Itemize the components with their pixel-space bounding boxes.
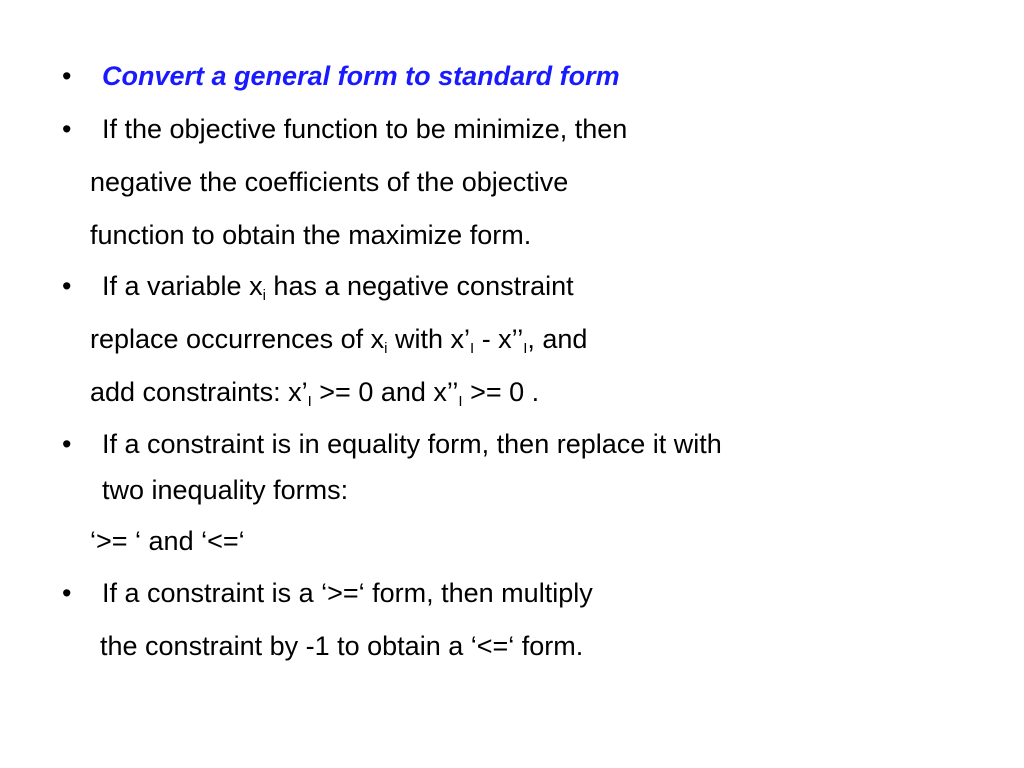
bullet-1-glyph: • xyxy=(62,61,72,91)
bullet-4-line-1: If a constraint is in equality form, then replace it with xyxy=(102,429,722,459)
bullet-2-glyph: • xyxy=(62,114,72,144)
bullet-3-line-1: If a variable $x_i$ has a negative constraint xyxy=(102,271,574,304)
bullet-1-title: Convert a general form to standard form xyxy=(102,61,620,91)
bullet-2-line-2: negative the coefficients of the objective xyxy=(90,167,569,197)
bullet-2-line-1: If the objective function to be minimize, then xyxy=(102,114,628,144)
bullet-3-line-2: replace occurrences of $x_i$ with $x’_I$ - $x’’_I$, and xyxy=(90,324,588,357)
bullet-4-line-3: ‘>= ‘ and ‘<=‘ xyxy=(90,526,245,556)
bullet-4-line-2: two inequality forms: xyxy=(102,475,349,505)
bullet-5-line-1: If a constraint is a ‘>=‘ form, then multiply xyxy=(102,578,593,608)
bullet-4-glyph: • xyxy=(62,429,72,459)
bullet-3-glyph: • xyxy=(62,271,72,301)
bullet-3-line-3: add constraints: $x’_I >= 0$ and $x’’_I >= 0$ . xyxy=(90,377,540,410)
bullet-5-line-2: the constraint by -1 to obtain a ‘<=‘ form. xyxy=(100,631,584,661)
bullet-2-line-3: function to obtain the maximize form. xyxy=(90,220,532,250)
bullet-5-glyph: • xyxy=(62,578,72,608)
